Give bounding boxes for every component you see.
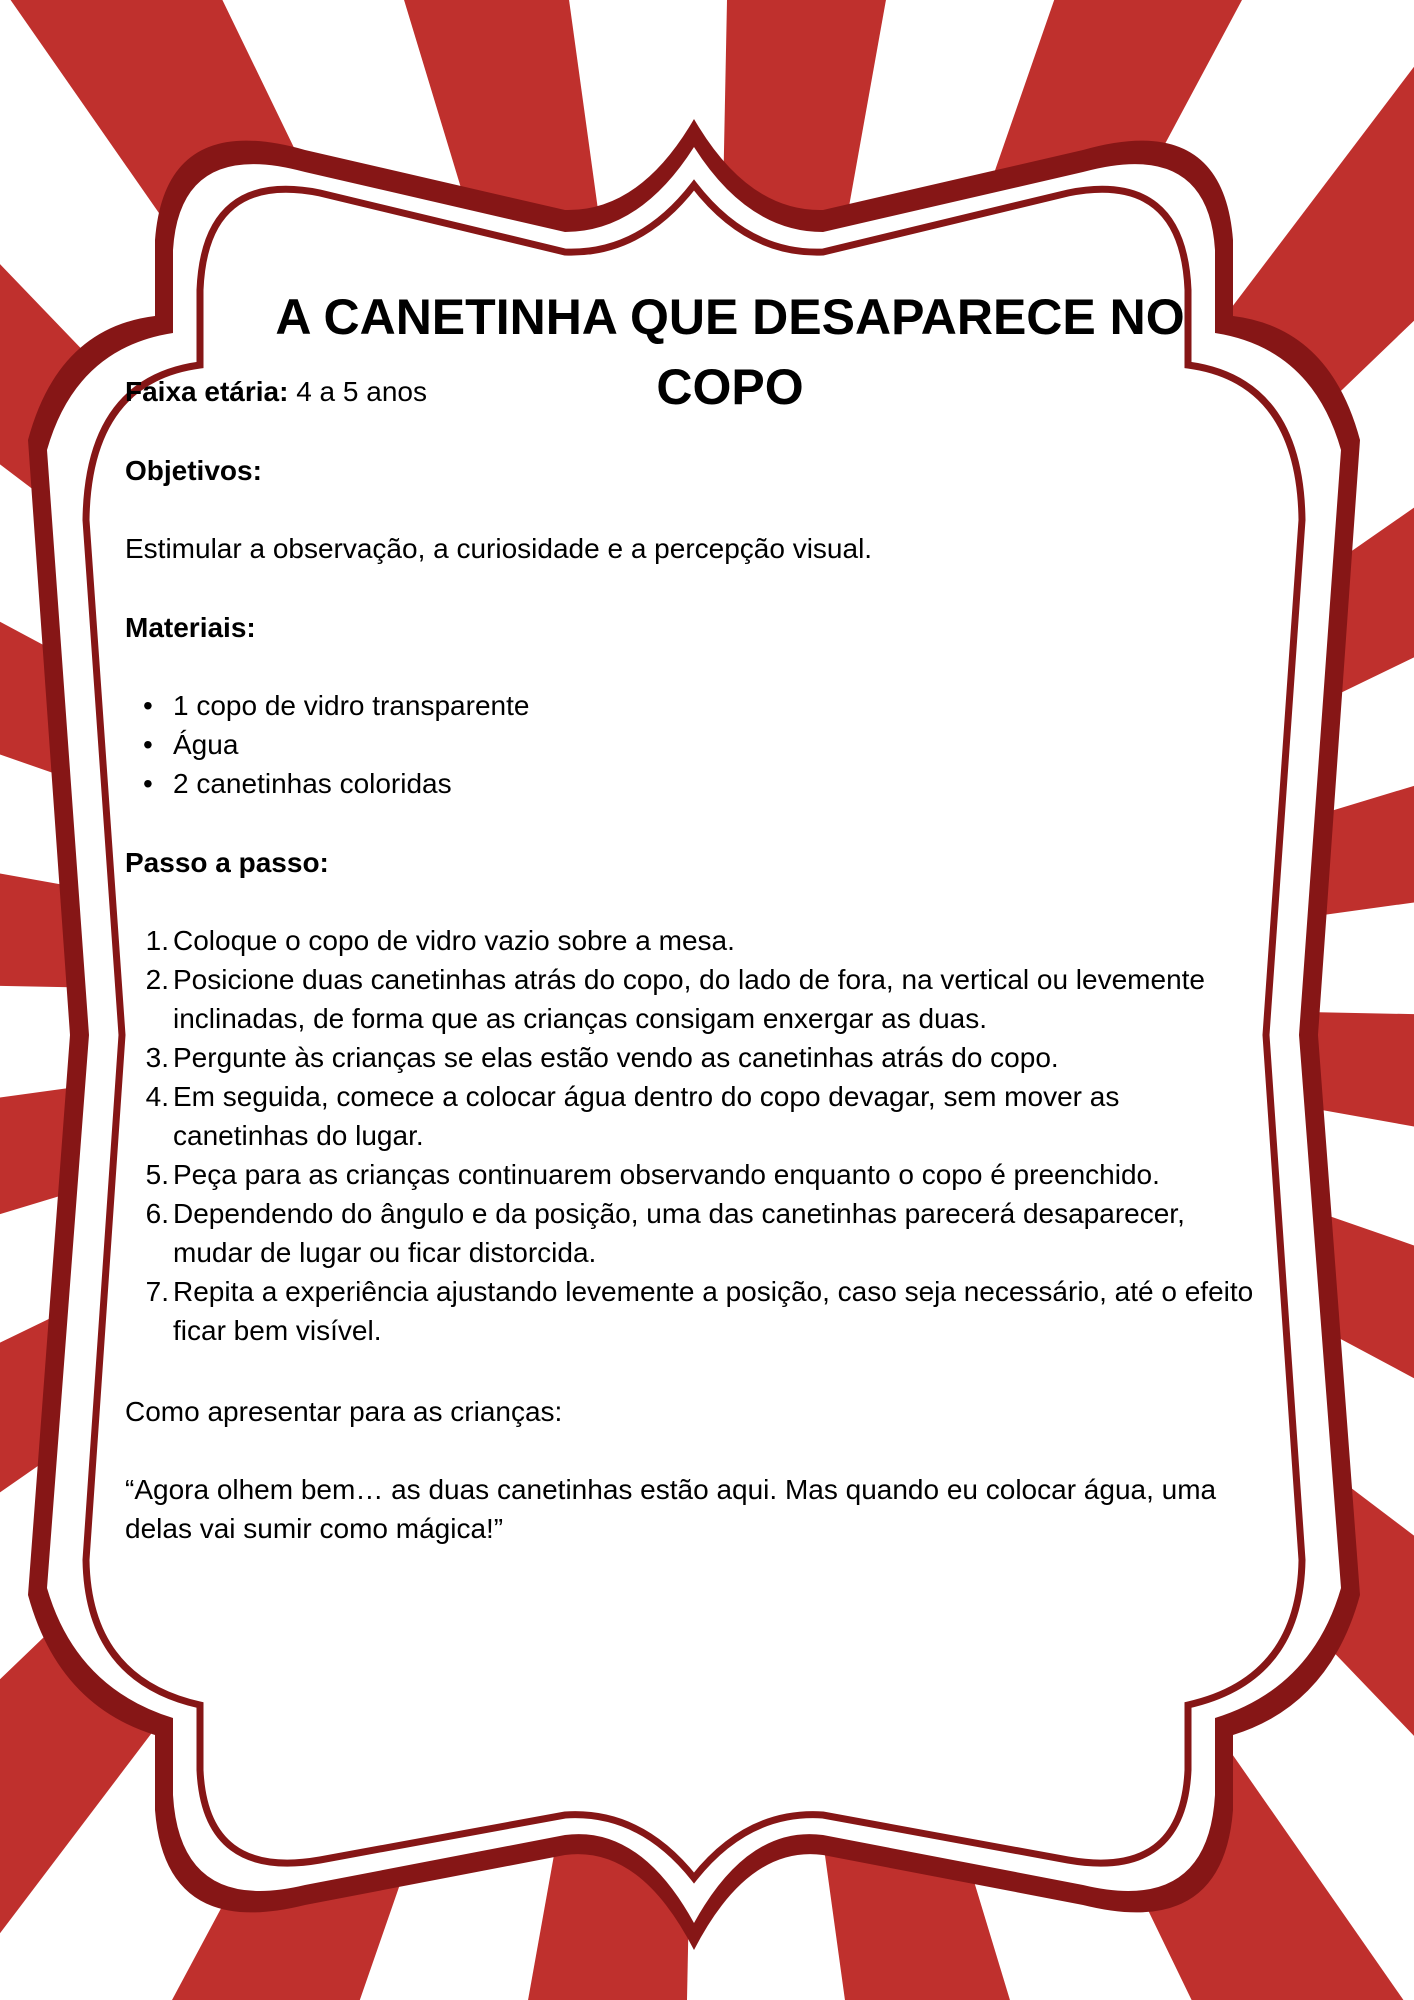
steps-heading: Passo a passo: <box>125 847 329 878</box>
list-item: • Água <box>125 725 529 764</box>
step-item: Posicione duas canetinhas atrás do copo, do lado de fora, na vertical ou levemente inclinadas, de forma que as crianças consigam enxergar as duas. <box>173 964 1205 1034</box>
objectives-text: Estimular a observação, a curiosidade e a percepção visual. <box>125 533 873 564</box>
presentation-quote: “Agora olhem bem… as duas canetinhas estão aqui. Mas quando eu colocar água, uma delas vai sumir como mágica!” <box>125 1474 1217 1544</box>
step-item: Pergunte às crianças se elas estão vendo as canetinhas atrás do copo. <box>173 1042 1059 1073</box>
list-item: • 1 copo de vidro transparente <box>125 686 529 725</box>
age-range-label: Faixa etária: <box>125 376 289 407</box>
presentation-heading: Como apresentar para as crianças: <box>125 1396 563 1427</box>
objectives-heading: Objetivos: <box>125 455 262 486</box>
activity-sheet <box>125 0 1265 2000</box>
age-range <box>125 372 427 411</box>
steps-list <box>125 921 1255 1350</box>
step-item: Dependendo do ângulo e da posição, uma das canetinhas parecerá desaparecer, mudar de lugar ou ficar distorcida. <box>173 1198 1185 1268</box>
step-item: Coloque o copo de vidro vazio sobre a mesa. <box>173 925 735 956</box>
age-range-value: 4 a 5 anos <box>296 376 427 407</box>
materials-list <box>125 686 529 803</box>
step-item: Peça para as crianças continuarem observando enquanto o copo é preenchido. <box>173 1159 1160 1190</box>
list-item: • 2 canetinhas coloridas <box>125 764 529 803</box>
step-item: Repita a experiência ajustando levemente a posição, caso seja necessário, até o efeito ficar bem visível. <box>173 1276 1254 1346</box>
document-title: A CANETINHA QUE DESAPARECE NO COPO <box>275 289 1185 415</box>
step-item: Em seguida, comece a colocar água dentro do copo devagar, sem mover as canetinhas do lugar. <box>173 1081 1120 1151</box>
materials-heading: Materiais: <box>125 612 256 643</box>
